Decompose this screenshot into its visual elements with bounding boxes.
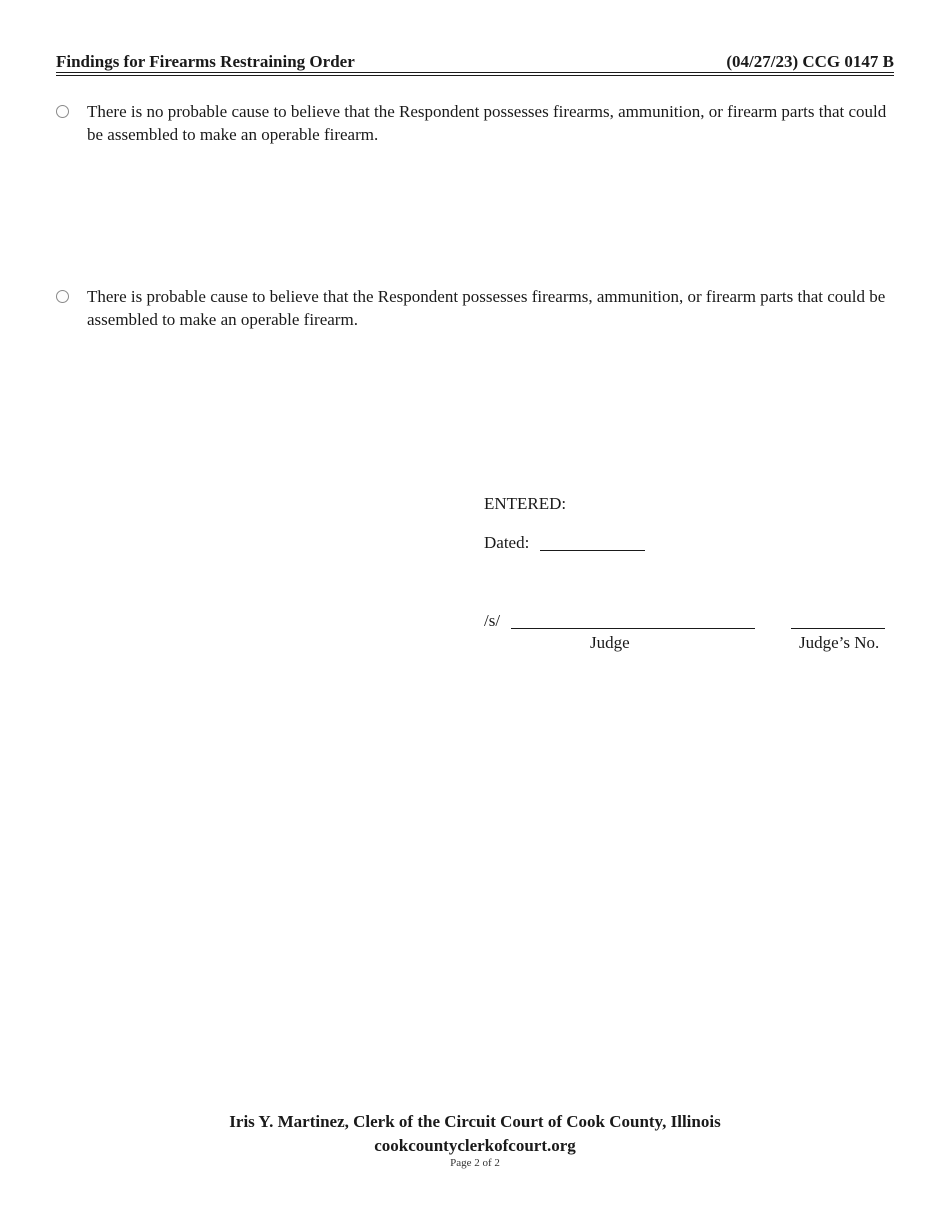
entered-label: ENTERED:	[484, 494, 567, 513]
footer-clerk: Iris Y. Martinez, Clerk of the Circuit Court of Cook County, Illinois	[229, 1112, 721, 1131]
radio-button-no-probable-cause[interactable]	[56, 105, 69, 118]
judge-label: Judge	[590, 633, 630, 652]
dated-label: Dated:	[484, 533, 530, 552]
signature-prefix: /s/	[484, 611, 501, 630]
finding-text-no-probable-cause: There is no probable cause to believe that the Respondent possesses firearms, ammunition, or firearm parts that could be assembled to make an operable firearm.	[87, 102, 887, 144]
form-title: Findings for Firearms Restraining Order	[56, 52, 355, 71]
form-header	[56, 52, 894, 73]
radio-button-probable-cause[interactable]	[56, 290, 69, 303]
judge-number-label: Judge’s No.	[799, 633, 880, 652]
judge-number-field[interactable]	[791, 628, 885, 629]
dated-field[interactable]	[540, 550, 645, 551]
page-number: Page 2 of 2	[450, 1157, 500, 1169]
judge-signature-field[interactable]	[511, 628, 755, 629]
footer-website: cookcountyclerkofcourt.org	[374, 1136, 576, 1155]
finding-text-probable-cause: There is probable cause to believe that the Respondent possesses firearms, ammunition, or firearm parts that could be assembled to make an operable firearm.	[87, 287, 886, 329]
form-code: (04/27/23) CCG 0147 B	[726, 52, 894, 71]
